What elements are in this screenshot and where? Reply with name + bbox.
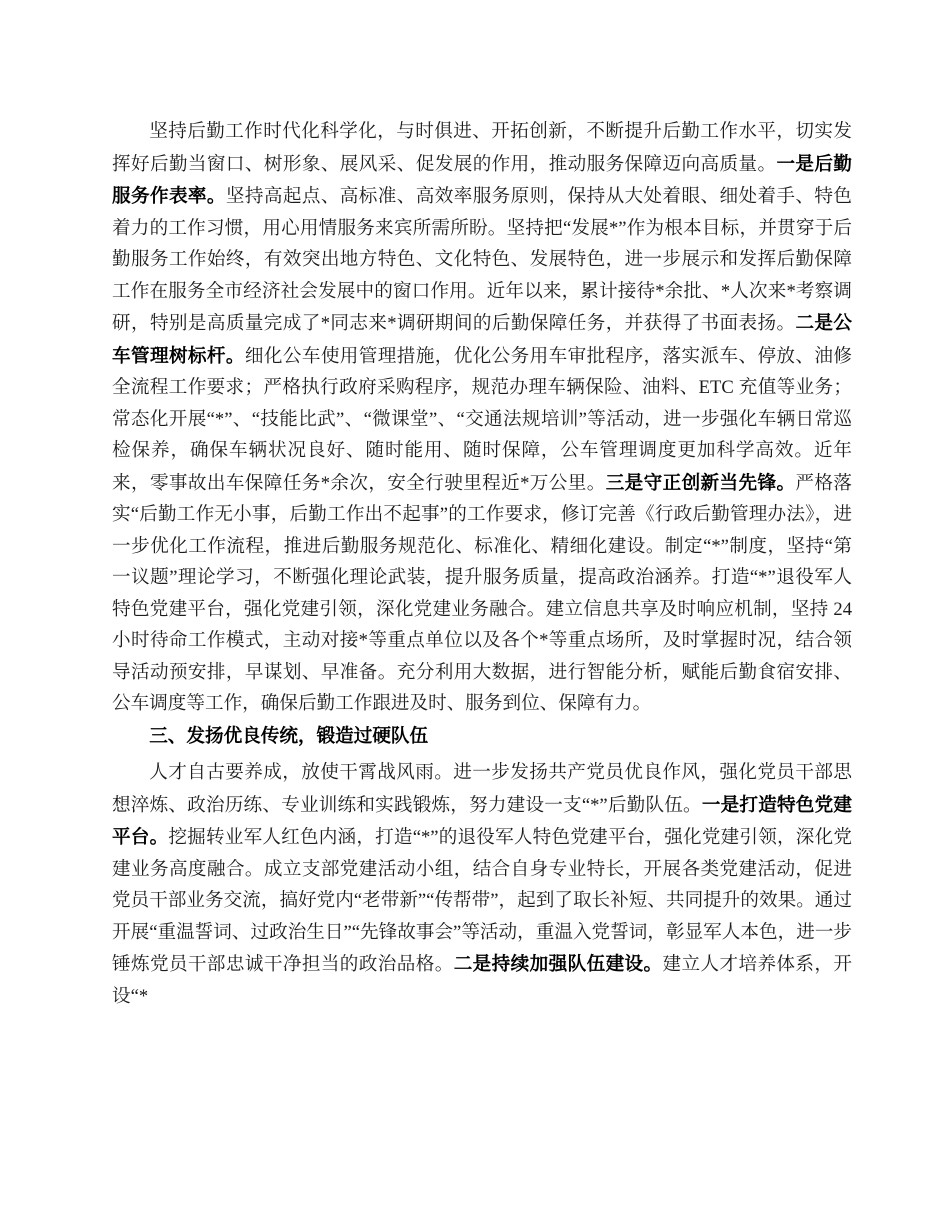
- bold-text-segment: 一是后勤服务作表率。: [112, 152, 852, 206]
- text-segment: 严格落实“后勤工作无小事，后勤工作出不起事”的工作要求，修订完善《行政后勤管理办法》，进一步优化工作流程，推进后勤服务规范化、标准化、精细化建设。制定“*”制度，坚持“第一议题”理论学习，不断强化理论武装，提升服务质量，提高政治涵养。打造“*”退役军人特色党建平台，强化党建引领，深化党建业务融合。建立信息共享及时响应机制，坚持 24 小时待命工作模式，主动对接*等重点单位以及各个*等重点场所，及时掌握时况，结合领导活动预安排，早谋划、早准备。充分利用大数据，进行智能分析，赋能后勤食宿安排、公车调度等工作，确保后勤工作跟进及时、服务到位、保障有力。: [112, 472, 852, 714]
- text-segment: 挖掘转业军人红色内涵，打造“*”的退役军人特色党建平台，强化党建引领，深化党建业务高度融合。成立支部党建活动小组，结合自身专业特长，开展各类党建活动，促进党员干部业务交流，搞好党内“老带新”“传帮带”，起到了取长补短、共同提升的效果。通过开展“重温誓词、过政治生日”“先锋故事会”等活动，重温入党誓词，彰显军人本色，进一步锤炼党员干部忠诚干净担当的政治品格。: [112, 827, 852, 975]
- text-segment: 人才自古要养成，放使干霄战风雨。进一步发扬共产党员优良作风，强化党员干部思想淬炼、政治历练、专业训练和实践锻炼，努力建设一支“*”后勤队伍。: [112, 762, 852, 816]
- bold-text-segment: 二是公车管理树标杆。: [112, 312, 852, 366]
- bold-text-segment: 三、发扬优良传统，锻造过硬队伍: [149, 724, 429, 746]
- text-segment: 细化公车使用管理措施，优化公务用车审批程序，落实派车、停放、油修全流程工作要求；严格执行政府采购程序，规范办理车辆保险、油料、ETC 充值等业务；常态化开展“*”、“技能比武”、“微课堂”、“交通法规培训”等活动，进一步强化车辆日常巡检保养，确保车辆状况良好、随时能用、随时保障，公车管理调度更加科学高效。近年来，零事故出车保障任务*余次，安全行驶里程近*万公里。: [112, 345, 852, 494]
- bold-text-segment: 三是守正创新当先锋。: [605, 471, 796, 493]
- paragraph-logistics-work: [112, 116, 852, 720]
- paragraph-team-building: [112, 757, 852, 1012]
- document-body: [112, 116, 852, 1012]
- bold-text-segment: 一是打造特色党建平台。: [112, 793, 852, 847]
- heading-section-three: [112, 720, 852, 752]
- text-segment: 坚持后勤工作时代化科学化，与时俱进、开拓创新，不断提升后勤工作水平，切实发挥好后勤当窗口、树形象、展风采、促发展的作用，推动服务保障迈向高质量。: [112, 121, 852, 175]
- bold-text-segment: 二是持续加强队伍建设。: [453, 953, 663, 974]
- text-segment: 坚持高起点、高标准、高效率服务原则，保持从大处着眼、细处着手、特色着力的工作习惯，用心用情服务来宾所需所盼。坚持把“发展*”作为根本目标，并贯穿于后勤服务工作始终，有效突出地方特色、文化特色、发展特色，进一步展示和发挥后勤保障工作在服务全市经济社会发展中的窗口作用。近年以来，累计接待*余批、*人次来*考察调研，特别是高质量完成了*同志来*调研期间的后勤保障任务，并获得了书面表扬。: [112, 186, 852, 334]
- text-segment: 建立人才培养体系，开设“*: [112, 954, 852, 1007]
